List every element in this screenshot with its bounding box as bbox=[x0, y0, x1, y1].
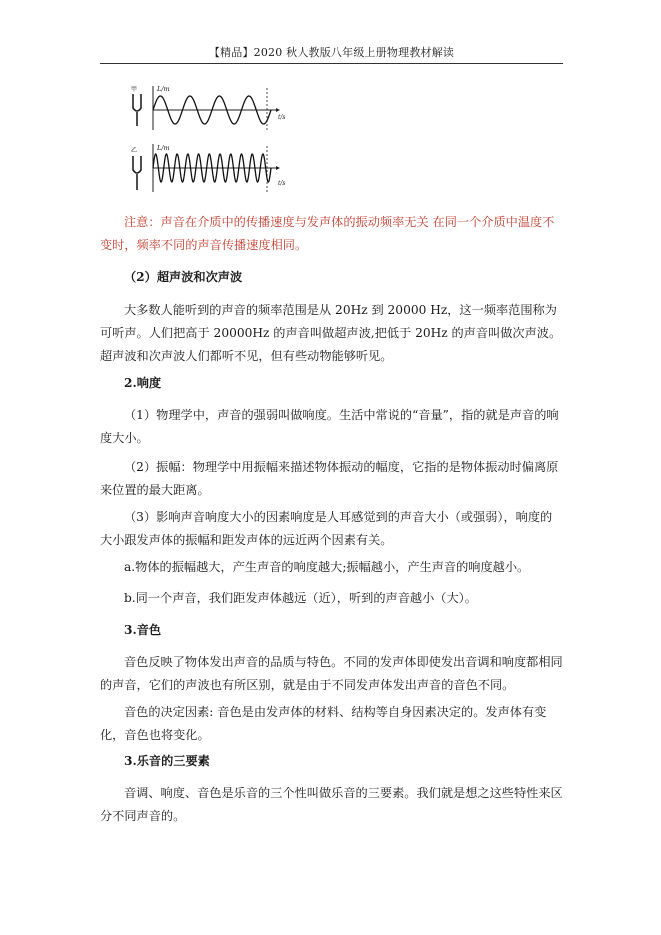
ultrasound-paragraph: 大多数人能听到的声音的频率范围是从 20Hz 到 20000 Hz，这一频率范围称为可听声。人们把高于 20000Hz 的声音叫做超声波,把低于 20Hz 的声音叫做次声波。超声波和次声波人们都听不见，但有些动物能够听见。 bbox=[100, 303, 562, 363]
elements-paragraph: 音调、响度、音色是乐音的三个性叫做乐音的三要素。我们就是想之这些特性来区分不同声音的。 bbox=[100, 786, 563, 823]
loudness-item-a: a.物体的振幅越大，产生声音的响度越大;振幅越小，产生声音的响度越小。 bbox=[124, 560, 530, 574]
tuning-fork-icon-bottom bbox=[133, 156, 141, 190]
loudness-paragraph-2: （2）振幅：物理学中用振幅来描述物体振动的幅度，它指的是物体振动时偏离原来位置的最大距离。 bbox=[100, 460, 559, 497]
loudness-heading: 2.响度 bbox=[124, 376, 162, 390]
header-rule bbox=[100, 63, 563, 64]
timbre-paragraph-1: 音色反映了物体发出声音的品质与特色。不同的发声体即使发出音调和响度都相同的声音，它们的声波也有所区别，就是由于不同发声体发出声音的音色不同。 bbox=[100, 655, 563, 692]
note-paragraph: 注意：声音在介质中的传播速度与发声体的振动频率无关 在同一个介质中温度不变时，频率不同的声音传播速度相同。 bbox=[100, 215, 555, 252]
tuning-fork-icon-top bbox=[133, 94, 141, 126]
fork-label-top: 甲 bbox=[131, 86, 138, 93]
elements-heading: 3.乐音的三要素 bbox=[124, 754, 210, 768]
waveform-figure bbox=[128, 84, 298, 196]
loudness-paragraph-3: （3）影响声音响度大小的因素响度是人耳感觉到的声音大小（或强弱），响度的大小跟发声体的振幅和距发声体的远近两个因素有关。 bbox=[100, 510, 553, 547]
x-label-top: t/s bbox=[278, 114, 286, 121]
y-label-bottom: L/m bbox=[157, 144, 170, 152]
timbre-heading: 3.音色 bbox=[124, 623, 162, 637]
y-label-top: L/m bbox=[157, 85, 170, 93]
ultrasound-heading: （2）超声波和次声波 bbox=[124, 270, 243, 284]
page-header: 【精品】2020 秋人教版八年级上册物理教材解读 bbox=[208, 46, 455, 59]
loudness-paragraph-1: （1）物理学中，声音的强弱叫做响度。生活中常说的“音量”，指的就是声音的响度大小。 bbox=[100, 408, 559, 445]
loudness-item-b: b.同一个声音，我们距发声体越远（近），听到的声音越小（大）。 bbox=[124, 591, 477, 605]
timbre-paragraph-2: 音色的决定因素: 音色是由发声体的材料、结构等自身因素决定的。发声体有变化，音色也将变化。 bbox=[100, 705, 547, 742]
x-label-bottom: t/s bbox=[278, 180, 286, 187]
fork-label-bottom: 乙 bbox=[131, 147, 138, 154]
